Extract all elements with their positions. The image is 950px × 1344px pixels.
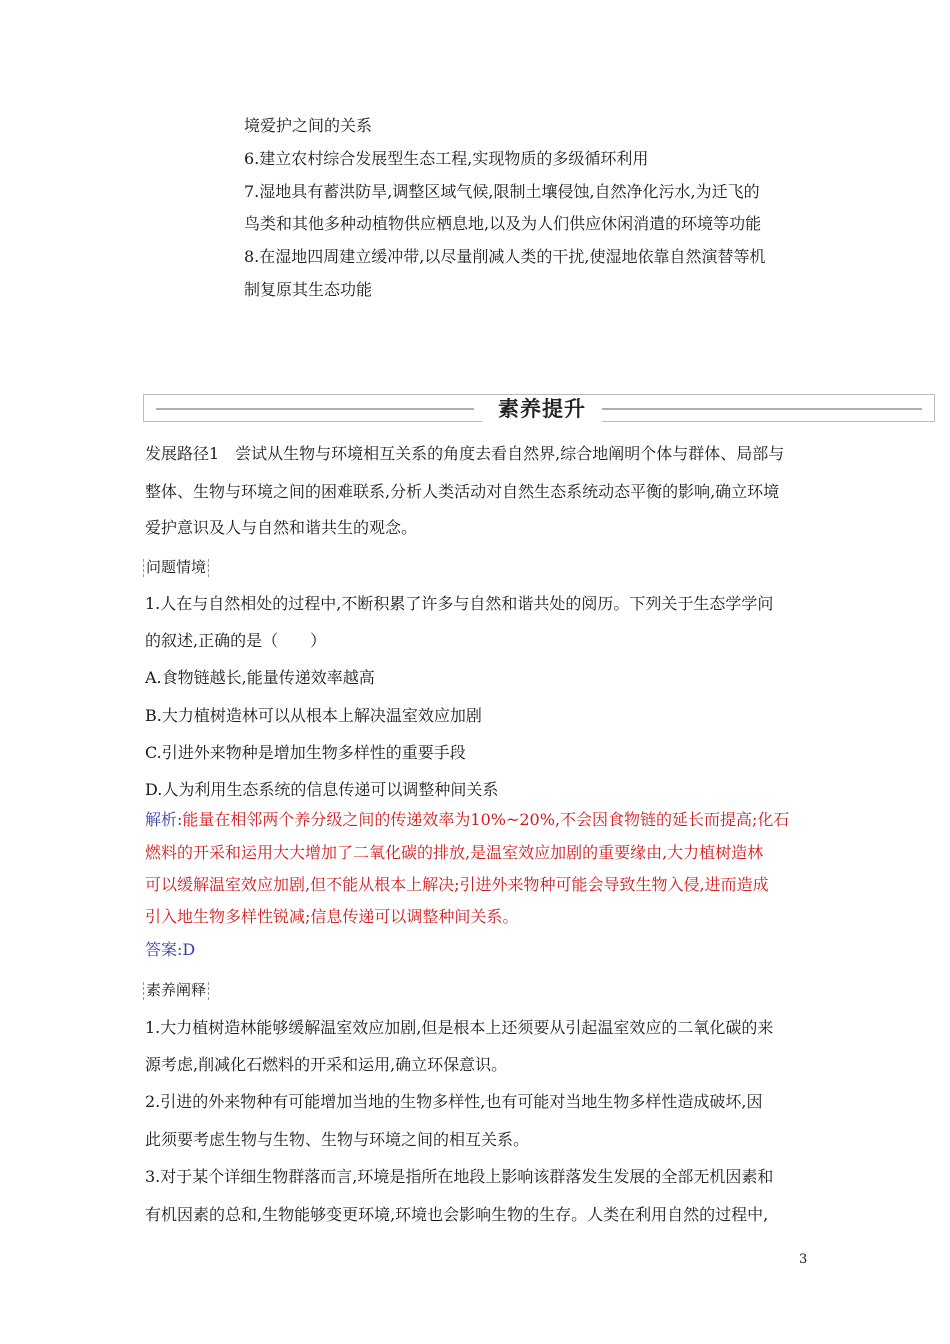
explain-text: 源考虑,削减化石燃料的开采和运用,确立环保意识。 (145, 1055, 508, 1074)
page-number: 3 (799, 1252, 808, 1267)
banner-rule-left (156, 408, 474, 410)
section-banner (143, 394, 935, 422)
path-text: 整体、生物与环境之间的困难联系,分析人类活动对自然生态系统动态平衡的影响,确立环境 (145, 482, 780, 501)
list-line: 鸟类和其他多种动植物供应栖息地,以及为人们供应休闲消遣的环境等功能 (244, 214, 762, 233)
analysis-text: 燃料的开采和运用大大增加了二氧化碳的排放,是温室效应加剧的重要缘由,大力植树造林 (145, 843, 764, 862)
option-c: C.引进外来物种是增加生物多样性的重要手段 (145, 743, 466, 762)
list-item-8: 8.在湿地四周建立缓冲带,以尽量削减人类的干扰,使湿地依靠自然演替等机 (244, 247, 766, 266)
tag-problem-situation: 问题情境 (143, 557, 209, 577)
option-b: B.大力植树造林可以从根本上解决温室效应加剧 (145, 706, 482, 725)
analysis-line (145, 810, 789, 830)
list-line: 境爱护之间的关系 (244, 116, 373, 135)
tag-literacy-explanation: 素养阐释 (143, 980, 209, 1000)
list-item-6: 6.建立农村综合发展型生态工程,实现物质的多级循环利用 (244, 149, 649, 168)
analysis-text: 可以缓解温室效应加剧,但不能从根本上解决;引进外来物种可能会导致生物入侵,进而造成 (145, 875, 769, 894)
analysis-text: 引入地生物多样性锐减;信息传递可以调整种间关系。 (145, 907, 519, 926)
path-text: 爱护意识及人与自然和谐共生的观念。 (145, 518, 418, 537)
explain-text: 此须要考虑生物与生物、生物与环境之间的相互关系。 (145, 1130, 530, 1149)
banner-rule-right (599, 408, 922, 410)
explain-text: 2.引进的外来物种有可能增加当地的生物多样性,也有可能对当地生物多样性造成破坏,因 (145, 1092, 763, 1111)
explain-text: 3.对于某个详细生物群落而言,环境是指所在地段上影响该群落发生发展的全部无机因素和 (145, 1167, 774, 1186)
option-d: D.人为利用生态系统的信息传递可以调整种间关系 (145, 780, 499, 799)
explain-text: 1.大力植树造林能够缓解温室效应加剧,但是根本上还须要从引起温室效应的二氧化碳的来 (145, 1018, 774, 1037)
answer: 答案:D (145, 940, 196, 959)
list-item-7: 7.湿地具有蓄洪防旱,调整区域气候,限制土壤侵蚀,自然净化污水,为迁飞的 (244, 182, 760, 201)
section-title: 素养提升 (482, 396, 602, 422)
question-stem: 的叙述,正确的是（ ） (145, 631, 327, 650)
path-text: 发展路径1 尝试从生物与环境相互关系的角度去看自然界,综合地阐明个体与群体、局部与 (145, 444, 785, 463)
analysis-label: 解析: (145, 810, 183, 829)
question-stem: 1.人在与自然相处的过程中,不断积累了许多与自然和谐共处的阅历。下列关于生态学学问 (145, 594, 774, 613)
explain-text: 有机因素的总和,生物能够变更环境,环境也会影响生物的生存。人类在利用自然的过程中, (145, 1205, 769, 1224)
list-line: 制复原其生态功能 (244, 280, 373, 299)
option-a: A.食物链越长,能量传递效率越高 (145, 668, 375, 687)
analysis-text: 能量在相邻两个养分级之间的传递效率为10%~20%,不会因食物链的延长而提高;化石 (182, 810, 790, 829)
